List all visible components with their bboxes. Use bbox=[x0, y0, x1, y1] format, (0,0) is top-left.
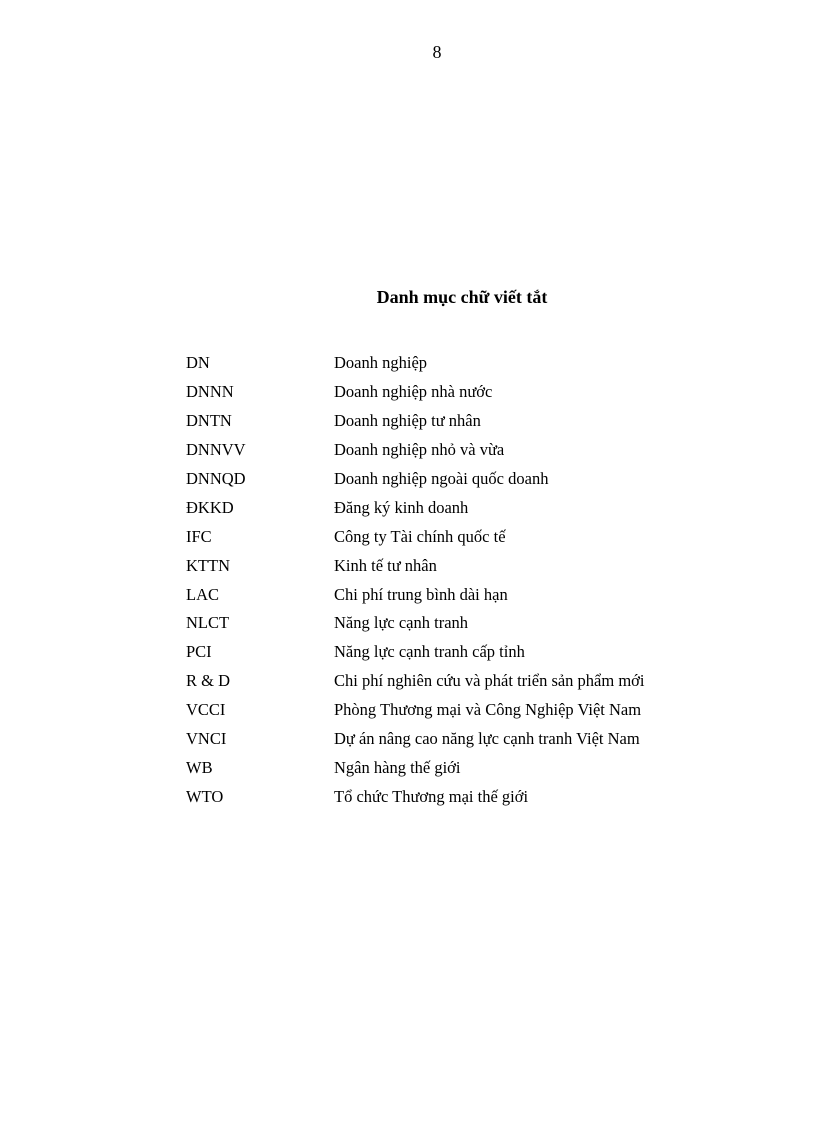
abbreviation-term: IFC bbox=[186, 526, 212, 546]
abbreviation-row bbox=[186, 782, 746, 811]
abbreviation-meaning: Doanh nghiệp nhỏ và vừa bbox=[334, 440, 505, 460]
abbreviation-row bbox=[186, 667, 746, 696]
abbreviation-term: WTO bbox=[186, 786, 224, 806]
abbreviation-meaning: Tổ chức Thương mại thế giới bbox=[334, 786, 529, 806]
abbreviation-row bbox=[186, 378, 746, 407]
abbreviation-term: KTTN bbox=[186, 555, 230, 575]
abbreviation-row bbox=[186, 436, 746, 465]
abbreviation-meaning: Chi phí trung bình dài hạn bbox=[334, 584, 508, 604]
abbreviation-row bbox=[186, 696, 746, 725]
abbreviation-term: ĐKKD bbox=[186, 497, 234, 517]
page-title: Danh mục chữ viết tắt bbox=[376, 287, 548, 307]
abbreviation-meaning: Ngân hàng thế giới bbox=[334, 757, 461, 777]
abbreviation-row bbox=[186, 407, 746, 436]
abbreviation-term: VNCI bbox=[186, 729, 227, 749]
abbreviation-meaning: Phòng Thương mại và Công Nghiệp Việt Nam bbox=[334, 700, 642, 720]
abbreviation-row bbox=[186, 580, 746, 609]
abbreviation-meaning: Doanh nghiệp ngoài quốc doanh bbox=[334, 469, 549, 488]
abbreviation-meaning: Đăng ký kinh doanh bbox=[334, 497, 469, 517]
abbreviation-row bbox=[186, 753, 746, 782]
abbreviation-term: DN bbox=[186, 353, 210, 373]
abbreviation-row bbox=[186, 349, 746, 378]
abbreviation-meaning: Công ty Tài chính quốc tế bbox=[334, 526, 506, 546]
abbreviation-meaning: Doanh nghiệp nhà nước bbox=[334, 382, 493, 402]
abbreviation-term: WB bbox=[186, 757, 213, 777]
abbreviation-list bbox=[186, 349, 746, 811]
abbreviation-row bbox=[186, 725, 746, 754]
abbreviation-row bbox=[186, 551, 746, 580]
abbreviation-term: PCI bbox=[186, 642, 212, 662]
abbreviation-term: NLCT bbox=[186, 613, 230, 633]
abbreviation-term: DNNN bbox=[186, 382, 234, 402]
abbreviation-meaning: Doanh nghiệp tư nhân bbox=[334, 411, 481, 431]
abbreviation-row bbox=[186, 638, 746, 667]
abbreviation-meaning: Năng lực cạnh tranh bbox=[334, 613, 469, 633]
abbreviation-meaning: Kinh tế tư nhân bbox=[334, 555, 437, 575]
abbreviation-meaning: Chi phí nghiên cứu và phát triển sản phẩm mới bbox=[334, 671, 645, 691]
page-number: 8 bbox=[432, 42, 442, 62]
abbreviation-row bbox=[186, 493, 746, 522]
abbreviation-row bbox=[186, 522, 746, 551]
abbreviation-meaning: Dự án nâng cao năng lực cạnh tranh Việt Nam bbox=[334, 729, 640, 749]
abbreviation-term: DNNQD bbox=[186, 469, 246, 488]
abbreviation-term: DNNVV bbox=[186, 440, 246, 460]
abbreviation-row bbox=[186, 609, 746, 638]
abbreviation-meaning: Doanh nghiệp bbox=[334, 353, 428, 373]
abbreviation-term: DNTN bbox=[186, 411, 232, 431]
abbreviation-term: LAC bbox=[186, 584, 219, 604]
abbreviation-row bbox=[186, 465, 746, 494]
abbreviation-meaning: Năng lực cạnh tranh cấp tỉnh bbox=[334, 642, 525, 662]
abbreviation-term: VCCI bbox=[186, 700, 226, 720]
abbreviation-term: R & D bbox=[186, 671, 231, 691]
